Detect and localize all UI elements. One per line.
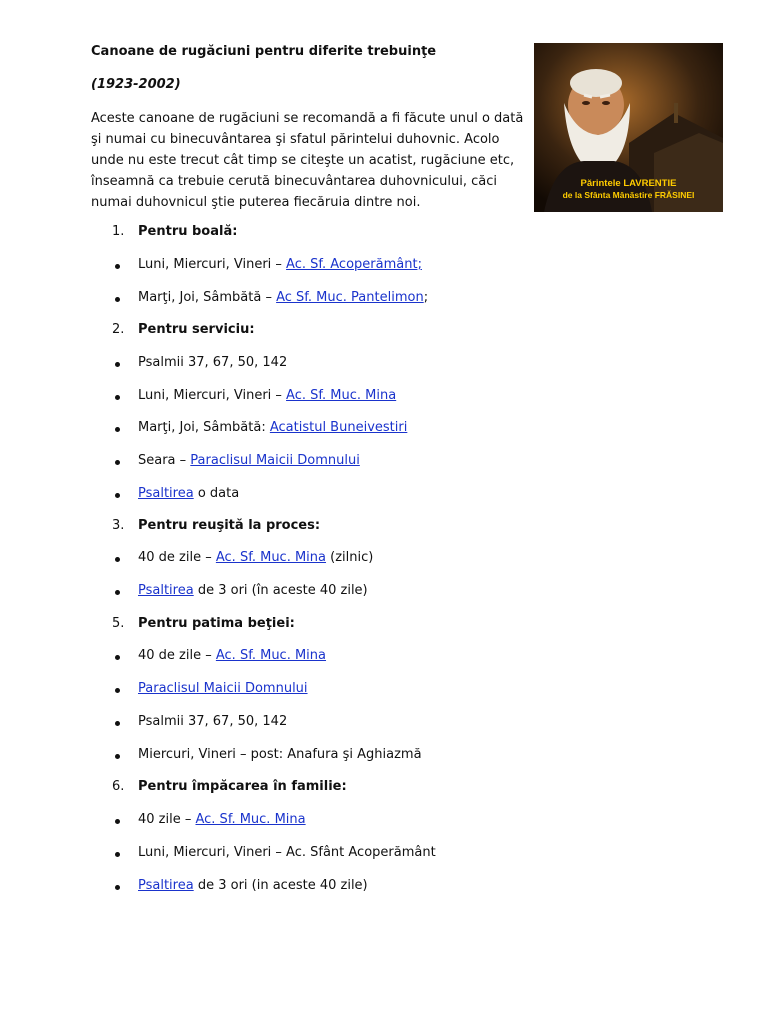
text-span: Miercuri, Vineri – post: Anafura şi Aghiazmă [138,747,422,762]
bullet-icon [115,427,120,432]
list-item-text [138,320,255,340]
text-span: (zilnic) [326,550,374,565]
list-item-text [138,288,428,308]
list-item [0,810,768,830]
link[interactable]: Ac. Sf. Acoperământ; [286,257,422,272]
bullet-icon [115,297,120,302]
heading-text: Pentru reuşită la proces: [138,518,321,533]
section-heading [0,777,768,797]
heading-text: Pentru serviciu: [138,322,255,337]
list-item [0,679,768,699]
section-heading [0,320,768,340]
list-number: 6. [112,779,125,794]
text-span: Luni, Miercuri, Vineri – [138,388,287,403]
text-span: Marţi, Joi, Sâmbătă – [138,290,277,305]
photo-caption-line2: de la Sfânta Mânăstire FRĂSINEI [562,190,695,200]
years-subtitle: (1923-2002) [91,77,181,92]
link[interactable]: Paraclisul Maicii Domnului [138,681,308,696]
list-item-text [138,843,436,863]
text-span: ; [423,290,429,305]
bullet-icon [115,754,120,759]
bullet-icon [115,852,120,857]
bullet-icon [115,721,120,726]
intro-paragraph: Aceste canoane de rugăciuni se recomandă a fi făcute unul o dată şi numai cu binecuvântarea şi sfatul părintelui duhovnic. Acolo unde nu este trecut cât timp se citeşte un acatist, rugăciune etc, înseamnă ca trebuie cerută binecuvântarea duhovnicului, căci numai duhovnicul ştie puterea fiecăruia dintre noi. [91,111,524,210]
list-item-text [138,745,422,765]
text-span: 40 de zile – [138,648,216,663]
link[interactable]: Ac. Sf. Muc. Mina [215,648,327,663]
list-item-text [138,548,373,568]
text-span: 40 zile – [138,812,196,827]
text-span: o data [193,486,240,501]
list-item-text [138,679,308,699]
list-item-text [138,614,295,634]
list-item [0,386,768,406]
list-item [0,548,768,568]
text-span: Luni, Miercuri, Vineri – Ac. Sfânt Acoperământ [138,845,436,860]
text-span: Psalmii 37, 67, 50, 142 [138,714,288,729]
list-item-text [138,777,347,797]
list-item-text [138,876,368,896]
bullet-icon [115,557,120,562]
list-item [0,581,768,601]
link[interactable]: Ac. Sf. Muc. Mina [286,388,397,403]
list-item [0,843,768,863]
link[interactable]: Ac Sf. Muc. Pantelimon [276,290,424,305]
bullet-icon [115,395,120,400]
list-item-text [138,484,239,504]
list-item-text [138,581,368,601]
link[interactable]: Psaltirea [138,878,194,893]
list-item-text [138,516,320,536]
list-item [0,876,768,896]
bullet-icon [115,590,120,595]
list-item [0,288,768,308]
list-item-text [138,222,237,242]
text-span: Psalmii 37, 67, 50, 142 [138,355,288,370]
list-item-text [138,646,326,666]
text-span: Luni, Miercuri, Vineri – [138,257,287,272]
text-span: de 3 ori (în aceste 40 zile) [193,583,368,598]
link[interactable]: Psaltirea [138,486,194,501]
heading-text: Pentru boală: [138,224,238,239]
bullet-icon [115,264,120,269]
link[interactable]: Psaltirea [138,583,194,598]
list-item-text [138,386,396,406]
document-title: Canoane de rugăciuni pentru diferite trebuinţe [91,44,437,59]
list-number: 5. [112,616,125,631]
bullet-icon [115,885,120,890]
link[interactable]: Ac. Sf. Muc. Mina [195,812,306,827]
list-item-text [138,810,306,830]
section-heading [0,222,768,242]
text-span: 40 de zile – [138,550,216,565]
list-item-text [138,418,407,438]
link[interactable]: Ac. Sf. Muc. Mina [215,550,327,565]
list-item [0,451,768,471]
list-item-text [138,712,287,732]
list-item [0,712,768,732]
bullet-icon [115,460,120,465]
bullet-icon [115,655,120,660]
link[interactable]: Paraclisul Maicii Domnului [190,453,360,468]
list-item [0,353,768,373]
list-number: 1. [112,224,125,239]
list-number: 2. [112,322,125,337]
section-heading [0,614,768,634]
list-number: 3. [112,518,125,533]
bullet-icon [115,493,120,498]
photo-caption-line1: Părintele LAVRENTIE [580,178,677,189]
list-item-text [138,255,422,275]
heading-text: Pentru împăcarea în familie: [138,779,347,794]
list-item [0,745,768,765]
list-item [0,255,768,275]
portrait-photo [534,43,723,212]
text-span: Marţi, Joi, Sâmbătă: [138,420,270,435]
list-item [0,484,768,504]
bullet-icon [115,688,120,693]
heading-text: Pentru patima beţiei: [138,616,295,631]
bullet-icon [115,362,120,367]
section-heading [0,516,768,536]
text-span: de 3 ori (in aceste 40 zile) [193,878,368,893]
bullet-icon [115,819,120,824]
list-item-text [138,353,287,373]
list-item [0,646,768,666]
list-item-text [138,451,360,471]
list-item [0,418,768,438]
link[interactable]: Acatistul Buneivestiri [269,420,408,435]
text-span: Seara – [138,453,191,468]
